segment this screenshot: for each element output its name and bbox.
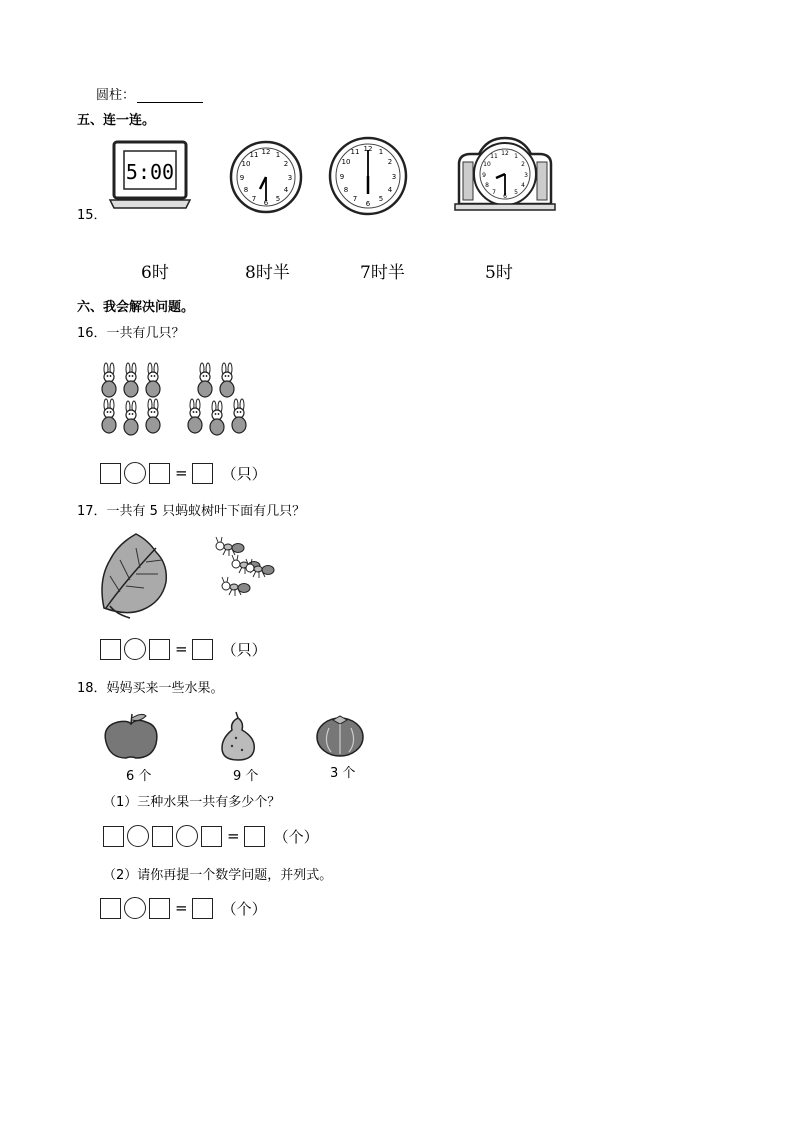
question-16-text: 16．一共有几只？ — [77, 326, 185, 341]
svg-text:6: 6 — [365, 200, 371, 208]
equation-q17 — [100, 636, 267, 662]
rabbit-figure — [210, 401, 224, 435]
question-18-text: 18．妈妈买来一些水果。 — [77, 681, 224, 696]
rabbit-figure — [124, 363, 138, 397]
svg-text:3: 3 — [391, 173, 397, 181]
answer-box[interactable] — [149, 898, 170, 919]
rabbit-figure — [146, 363, 160, 397]
svg-text:4: 4 — [387, 186, 393, 194]
svg-text:4: 4 — [521, 182, 525, 189]
svg-text:12: 12 — [363, 145, 373, 153]
equals-sign: = — [175, 464, 188, 482]
answer-box[interactable] — [100, 898, 121, 919]
equals-sign: = — [175, 640, 188, 658]
mantel-clock-icon — [455, 136, 555, 212]
svg-text:3: 3 — [524, 172, 528, 179]
equation-q18-2 — [100, 895, 267, 921]
section-six-title: 六、我会解决问题。 — [77, 300, 195, 315]
svg-text:1: 1 — [275, 151, 281, 159]
svg-text:2: 2 — [387, 158, 393, 166]
svg-text:6: 6 — [263, 199, 269, 207]
answer-box[interactable] — [244, 826, 265, 847]
svg-text:10: 10 — [241, 160, 251, 168]
question-number-15: 15． — [77, 208, 107, 223]
svg-text:1: 1 — [514, 153, 518, 160]
svg-text:9: 9 — [239, 174, 245, 182]
answer-box[interactable] — [152, 826, 173, 847]
fruit-count: 6 个 — [126, 769, 152, 784]
equation-q16 — [100, 460, 267, 486]
svg-text:8: 8 — [243, 186, 249, 194]
ant-figure — [222, 577, 250, 596]
pear-icon — [214, 712, 264, 762]
time-label: 6时 — [141, 263, 169, 283]
rabbit-figure — [220, 363, 234, 397]
unit-label: （个） — [273, 827, 319, 846]
svg-text:12: 12 — [261, 148, 271, 156]
answer-box[interactable] — [100, 463, 121, 484]
answer-box[interactable] — [192, 463, 213, 484]
question-17-text: 17．一共有 5 只蚂蚁树叶下面有几只？ — [77, 504, 306, 519]
answer-box[interactable] — [149, 639, 170, 660]
svg-text:5: 5 — [378, 195, 384, 203]
equals-sign: = — [227, 827, 240, 845]
svg-text:1: 1 — [378, 148, 384, 156]
operator-circle[interactable] — [127, 825, 149, 847]
svg-text:9: 9 — [339, 173, 345, 181]
cylinder-label: 圆柱： — [96, 88, 136, 103]
svg-text:8: 8 — [485, 182, 489, 189]
time-label: 5时 — [485, 263, 513, 283]
operator-circle[interactable] — [124, 897, 146, 919]
rabbit-figure — [124, 401, 138, 435]
svg-text:8: 8 — [343, 186, 349, 194]
answer-box[interactable] — [100, 639, 121, 660]
svg-text:3: 3 — [287, 174, 293, 182]
unit-label: （个） — [221, 899, 267, 918]
svg-text:7: 7 — [352, 195, 358, 203]
svg-text:9: 9 — [482, 172, 486, 179]
answer-blank[interactable] — [137, 90, 203, 103]
rabbits-icon — [96, 360, 256, 436]
unit-label: （只） — [221, 640, 267, 659]
fruit-count: 9 个 — [233, 769, 259, 784]
rabbit-figure — [188, 399, 202, 433]
sub-question-2: （2）请你再提一个数学问题，并列式。 — [103, 868, 333, 883]
time-label: 8时半 — [245, 263, 290, 283]
rabbit-figure — [198, 363, 212, 397]
operator-circle[interactable] — [124, 638, 146, 660]
svg-text:11: 11 — [490, 153, 498, 160]
equals-sign: = — [175, 899, 188, 917]
orange-icon — [315, 712, 365, 758]
answer-box[interactable] — [192, 898, 213, 919]
svg-text:2: 2 — [521, 161, 525, 168]
svg-text:6: 6 — [503, 193, 507, 200]
svg-text:11: 11 — [249, 151, 259, 159]
svg-text:7: 7 — [492, 189, 496, 196]
equation-q18-1 — [103, 823, 319, 849]
cylinder-answer-line — [96, 84, 203, 103]
leaf-icon — [96, 530, 172, 620]
analog-clock-icon — [328, 136, 410, 216]
rabbit-figure — [146, 399, 160, 433]
digital-clock-icon — [110, 138, 192, 210]
rabbit-figure — [102, 399, 116, 433]
ants-icon — [212, 536, 278, 604]
sub-question-1: （1）三种水果一共有多少个？ — [103, 795, 281, 810]
section-five-title: 五、连一连。 — [77, 113, 156, 128]
unit-label: （只） — [221, 464, 267, 483]
ant-figure — [216, 537, 244, 556]
svg-text:12: 12 — [501, 150, 509, 157]
svg-text:10: 10 — [483, 161, 491, 168]
svg-text:4: 4 — [283, 186, 289, 194]
svg-text:5: 5 — [514, 189, 518, 196]
rabbit-figure — [102, 363, 116, 397]
svg-text:5: 5 — [275, 195, 281, 203]
fruit-count: 3 个 — [330, 766, 356, 781]
time-label: 7时半 — [360, 263, 405, 283]
svg-text:7: 7 — [251, 195, 257, 203]
analog-clock-icon — [229, 140, 303, 214]
svg-text:2: 2 — [283, 160, 289, 168]
answer-box[interactable] — [149, 463, 170, 484]
operator-circle[interactable] — [124, 462, 146, 484]
digital-clock-time: 5:00 — [125, 160, 175, 184]
operator-circle[interactable] — [176, 825, 198, 847]
apple-icon — [100, 712, 162, 762]
svg-text:11: 11 — [350, 148, 360, 156]
ant-figure — [246, 559, 274, 578]
answer-box[interactable] — [192, 639, 213, 660]
answer-box[interactable] — [201, 826, 222, 847]
svg-text:10: 10 — [341, 158, 351, 166]
rabbit-figure — [232, 399, 246, 433]
answer-box[interactable] — [103, 826, 124, 847]
